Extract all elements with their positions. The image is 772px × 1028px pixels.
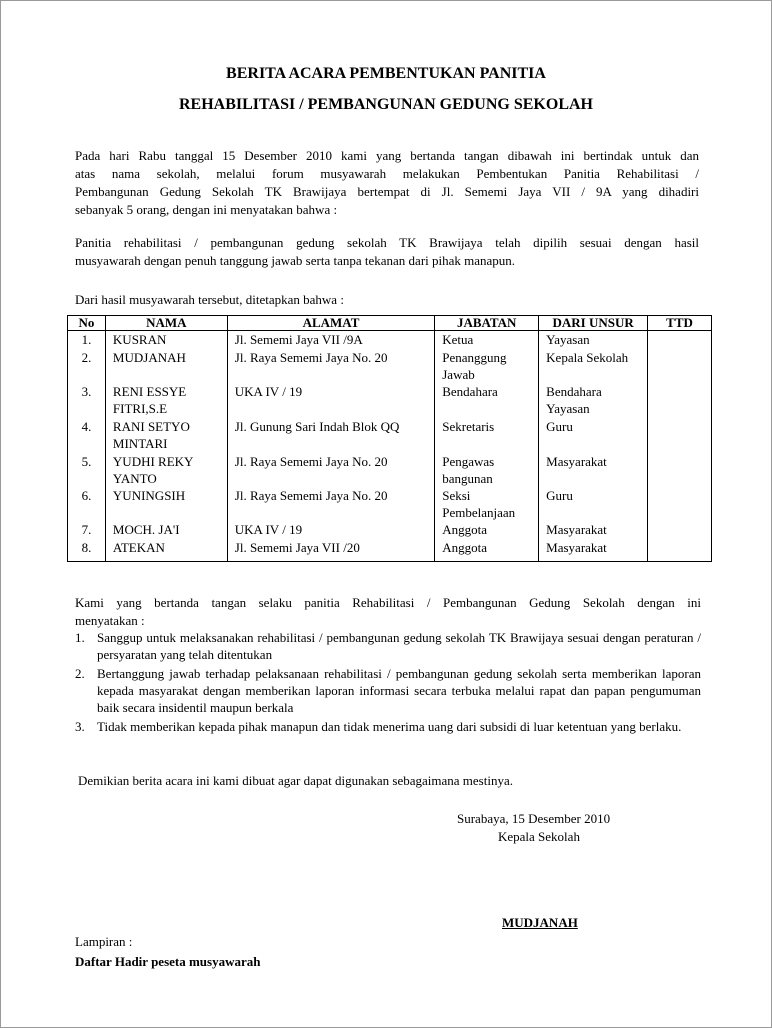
cell-ttd xyxy=(648,349,712,383)
cell-jabatan: Sekretaris xyxy=(435,418,539,453)
table-row xyxy=(68,521,712,539)
header-dari-unsur: DARI UNSUR xyxy=(539,316,648,331)
list-item xyxy=(75,718,701,735)
cell-alamat: Jl. Gunung Sari Indah Blok QQ xyxy=(227,418,434,453)
cell-ttd xyxy=(648,331,712,349)
statement-points xyxy=(75,629,701,737)
cell-ttd xyxy=(648,539,712,562)
panitia-line: musyawarah dengan penuh tanggung jawab serta tanpa tekanan dari pihak manapun. xyxy=(75,253,516,268)
table-row xyxy=(68,331,712,349)
cell-unsur: Kepala Sekolah xyxy=(539,349,648,383)
cell-nama: MOCH. JA'I xyxy=(105,521,227,539)
intro-line: atas nama sekolah, melalui forum musyawarah melakukan Pembentukan Panitia Rehabilitasi / xyxy=(75,166,699,181)
table-header-row xyxy=(68,316,712,331)
list-item-text: Tidak memberikan kepada pihak manapun dan tidak menerima uang dari subsidi di luar ketentuan yang berlaku. xyxy=(97,719,682,734)
cell-nama: YUNINGSIH xyxy=(105,487,227,521)
cell-jabatan: Bendahara xyxy=(435,383,539,418)
list-item-number: 1. xyxy=(75,630,85,645)
signature-position: Kepala Sekolah xyxy=(498,829,580,844)
panitia-line: Panitia rehabilitasi / pembangunan gedung sekolah TK Brawijaya telah dipilih sesuai dengan hasil xyxy=(75,235,699,250)
cell-ttd xyxy=(648,453,712,487)
intro-paragraph xyxy=(75,147,699,219)
cell-nama: MUDJANAH xyxy=(105,349,227,383)
table-row xyxy=(68,487,712,521)
cell-unsur: Masyarakat xyxy=(539,521,648,539)
closing-sentence: Demikian berita acara ini kami dibuat agar dapat digunakan sebagaimana mestinya. xyxy=(78,773,513,788)
cell-nama: RANI SETYO MINTARI xyxy=(105,418,227,453)
cell-alamat: Jl. Raya Sememi Jaya No. 20 xyxy=(227,453,434,487)
statement-line: Kami yang bertanda tangan selaku panitia Rehabilitasi / Pembangunan Gedung Sekolah dengan ini xyxy=(75,595,701,610)
list-item-text: Bertanggung jawab terhadap pelaksanaan rehabilitasi / pembangunan gedung sekolah serta memberikan laporan kepada masyarakat dengan memberikan laporan informasi secara terbuka melalui rapat dan papan pengumuman baik secara insidentil maupun berkala xyxy=(97,666,701,715)
cell-no: 2. xyxy=(68,349,106,383)
cell-ttd xyxy=(648,487,712,521)
table-row xyxy=(68,383,712,418)
list-item xyxy=(75,665,701,716)
cell-alamat: UKA IV / 19 xyxy=(227,383,434,418)
cell-jabatan: Anggota xyxy=(435,539,539,562)
attachment-title: Daftar Hadir peseta musyawarah xyxy=(75,954,261,969)
cell-no: 6. xyxy=(68,487,106,521)
table-row xyxy=(68,418,712,453)
intro-line: sebanyak 5 orang, dengan ini menyatakan bahwa : xyxy=(75,202,338,217)
attachment-label: Lampiran : xyxy=(75,934,133,949)
cell-ttd xyxy=(648,418,712,453)
document-title-line1: BERITA ACARA PEMBENTUKAN PANITIA xyxy=(226,65,546,82)
statement-paragraph xyxy=(75,594,701,630)
cell-unsur: Masyarakat xyxy=(539,539,648,562)
intro-line: Pembangunan Gedung Sekolah TK Brawijaya bertempat di Jl. Sememi Jaya VII / 9A yang dihadiri xyxy=(75,184,699,199)
cell-unsur: Bendahara Yayasan xyxy=(539,383,648,418)
header-ttd: TTD xyxy=(648,316,712,331)
intro-line: Pada hari Rabu tanggal 15 Desember 2010 kami yang bertanda tangan dibawah ini bertindak untuk dan xyxy=(75,148,699,163)
signature-place-date: Surabaya, 15 Desember 2010 xyxy=(457,811,611,826)
cell-nama: ATEKAN xyxy=(105,539,227,562)
cell-unsur: Masyarakat xyxy=(539,453,648,487)
cell-no: 4. xyxy=(68,418,106,453)
cell-no: 8. xyxy=(68,539,106,562)
cell-jabatan: Penanggung Jawab xyxy=(435,349,539,383)
cell-jabatan: Pengawas bangunan xyxy=(435,453,539,487)
cell-nama: RENI ESSYE FITRI,S.E xyxy=(105,383,227,418)
cell-unsur: Guru xyxy=(539,487,648,521)
header-jabatan: JABATAN xyxy=(435,316,539,331)
list-item xyxy=(75,629,701,663)
cell-no: 7. xyxy=(68,521,106,539)
cell-no: 1. xyxy=(68,331,106,349)
committee-table xyxy=(67,315,712,562)
cell-nama: KUSRAN xyxy=(105,331,227,349)
cell-alamat: Jl. Raya Sememi Jaya No. 20 xyxy=(227,349,434,383)
cell-ttd xyxy=(648,383,712,418)
cell-alamat: Jl. Sememi Jaya VII /20 xyxy=(227,539,434,562)
document-title-line2: REHABILITASI / PEMBANGUNAN GEDUNG SEKOLAH xyxy=(179,96,593,113)
cell-alamat: Jl. Sememi Jaya VII /9A xyxy=(227,331,434,349)
cell-alamat: UKA IV / 19 xyxy=(227,521,434,539)
header-nama: NAMA xyxy=(105,316,227,331)
cell-jabatan: Seksi Pembelanjaan xyxy=(435,487,539,521)
cell-ttd xyxy=(648,521,712,539)
statement-line: menyatakan : xyxy=(75,613,145,628)
cell-jabatan: Ketua xyxy=(435,331,539,349)
cell-nama: YUDHI REKY YANTO xyxy=(105,453,227,487)
panitia-paragraph xyxy=(75,234,699,270)
hasil-intro: Dari hasil musyawarah tersebut, ditetapkan bahwa : xyxy=(75,292,344,307)
list-item-number: 3. xyxy=(75,719,85,734)
header-no: No xyxy=(68,316,106,331)
table-row xyxy=(68,539,712,562)
list-item-text: Sanggup untuk melaksanakan rehabilitasi / pembangunan gedung sekolah TK Brawijaya sesuai dengan peraturan / persyaratan yang telah ditentukan xyxy=(97,630,701,662)
cell-no: 5. xyxy=(68,453,106,487)
list-item-number: 2. xyxy=(75,666,85,681)
cell-unsur: Yayasan xyxy=(539,331,648,349)
header-alamat: ALAMAT xyxy=(227,316,434,331)
cell-jabatan: Anggota xyxy=(435,521,539,539)
table-row xyxy=(68,453,712,487)
signature-name: MUDJANAH xyxy=(502,915,578,930)
table-row xyxy=(68,349,712,383)
cell-unsur: Guru xyxy=(539,418,648,453)
cell-no: 3. xyxy=(68,383,106,418)
cell-alamat: Jl. Raya Sememi Jaya No. 20 xyxy=(227,487,434,521)
